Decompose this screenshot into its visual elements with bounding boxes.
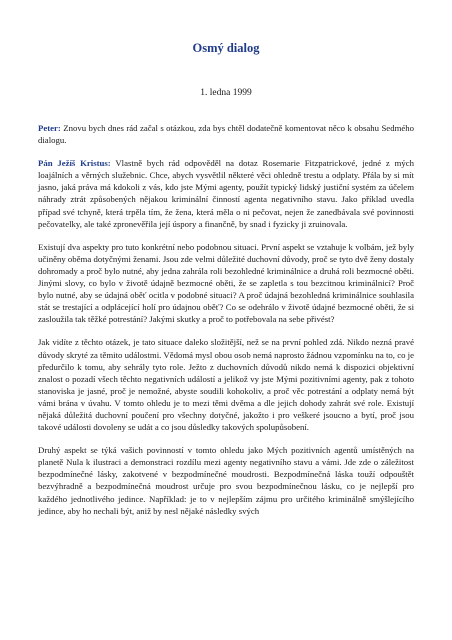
body-paragraph: Jak vidíte z těchto otázek, je tato situace daleko složitější, než se na první pohled zdá. Nikdo nezná pravé důvody skryté za těmito událostmi. Vědomá mysl obou osob nemá naprosto žádnou vzpomínku na to, co je předurčilo k tomu, aby sehrály tyto role. Ježto z duchovních důvodů nikdo nemá k dispozici objektivní znalost o pozadí všech těchto negativních událostí a jelikož vy jste Mými pozitivními agenty, pak z tohoto stanoviska je jasné, proč je nemožné, abyste soudili kohokoliv, a proč věc potrestání a odplaty nemá být vámi brána v úvahu. V tomto ohledu je to mezi těmi dvěma a dle jejich dohody zahrát své role. Existují nějaká důležitá duchovní poučení pro všechny dotyčné, jakožto i pro veškeré jsoucno a bytí, proč jsou takové události dovoleny se udát a co jsou důsledky takových spolupůsobení. <box>38 337 414 433</box>
body-paragraph: Druhý aspekt se týká vašich povinností v tomto ohledu jako Mých pozitivních agentů umístěných na planetě Nula k ilustraci a demonstraci rozdílu mezi agenty negativního stavu a vámi. Jde zde o záležitost bezpodmínečné lásky, zakotvené v bezpodmínečné moudrosti. Bezpodmínečná láska touží odpouštět bezvýhradně a bezpodmínečná moudrost určuje pro svou bezpodmínečnou lásku, co je nejlepší pro každého jednotlivého jedince. Například: je to v nejlepším zájmu pro určitého kriminálně smýšlejícího jedince, aby ho nechali být, aniž by nesl nějaké následky svých <box>38 445 414 516</box>
dialog-date: 1. ledna 1999 <box>200 88 252 98</box>
paragraph-text: Znovu bych dnes rád začal s otázkou, zda bys chtěl dodatečně komentovat něco k obsahu Sedmého dialogu. <box>38 123 415 146</box>
jesus-paragraph <box>38 157 414 230</box>
peter-paragraph <box>38 122 414 146</box>
body-paragraph: Existují dva aspekty pro tuto konkrétní nebo podobnou situaci. První aspekt se vztahuje k volbám, jež byly učiněny oběma dotyčnými ženami. Jsou zde velmi důležité duchovní důvody, proč se tyto dvě ženy dostaly dohromady a proč bylo nutné, aby jedna zahrála roli bezohledné kriminálnice a druhá roli bezmocné oběti. Jinými slovy, co bylo v životě údajně bezmocné oběti, že se zapletla s tou bezcitnou kriminálnicí? Proč bylo nutné, aby se údajná oběť ocitla v podobné situaci? A proč údajná bezohledná kriminálnice souhlasila stát se trestající a odplácející holí pro údajnou oběť? Co se odehrálo v životě údajné bezmocné oběti, že si zasloužila tak těžké potrestání? Jakými skutky a proč to potřebovala na sebe přivést? <box>38 241 414 325</box>
paragraph-text: Vlastně bych rád odpověděl na dotaz Rosemarie Fitzpatrickové, jedné z mých loajálních a věrných služebnic. Chce, abych vysvětlil některé věci ohledně trestu a odplaty. Přála by si mít jasno, jaká práva má kdokoli z vás, kdo jste Mými agenty, použít typický lidský justiční systém za účelem náhrady ztrát způsobených nějakou kriminální činností agenta negativního stavu. Jako příklad uvedla případ své tchyně, která trpěla tím, že žena, která měla o ni pečovat, nejen že zanedbávala své povinnosti pečovatelky, ale také zpronevěřila její úspory a finančně, by snad i fyzicky ji zruinovala. <box>38 158 414 229</box>
dialog-title: Osmý dialog <box>192 41 260 55</box>
speaker-peter: Peter: <box>38 123 61 133</box>
speaker-jesus: Pán Ježíš Kristus: <box>38 158 111 169</box>
